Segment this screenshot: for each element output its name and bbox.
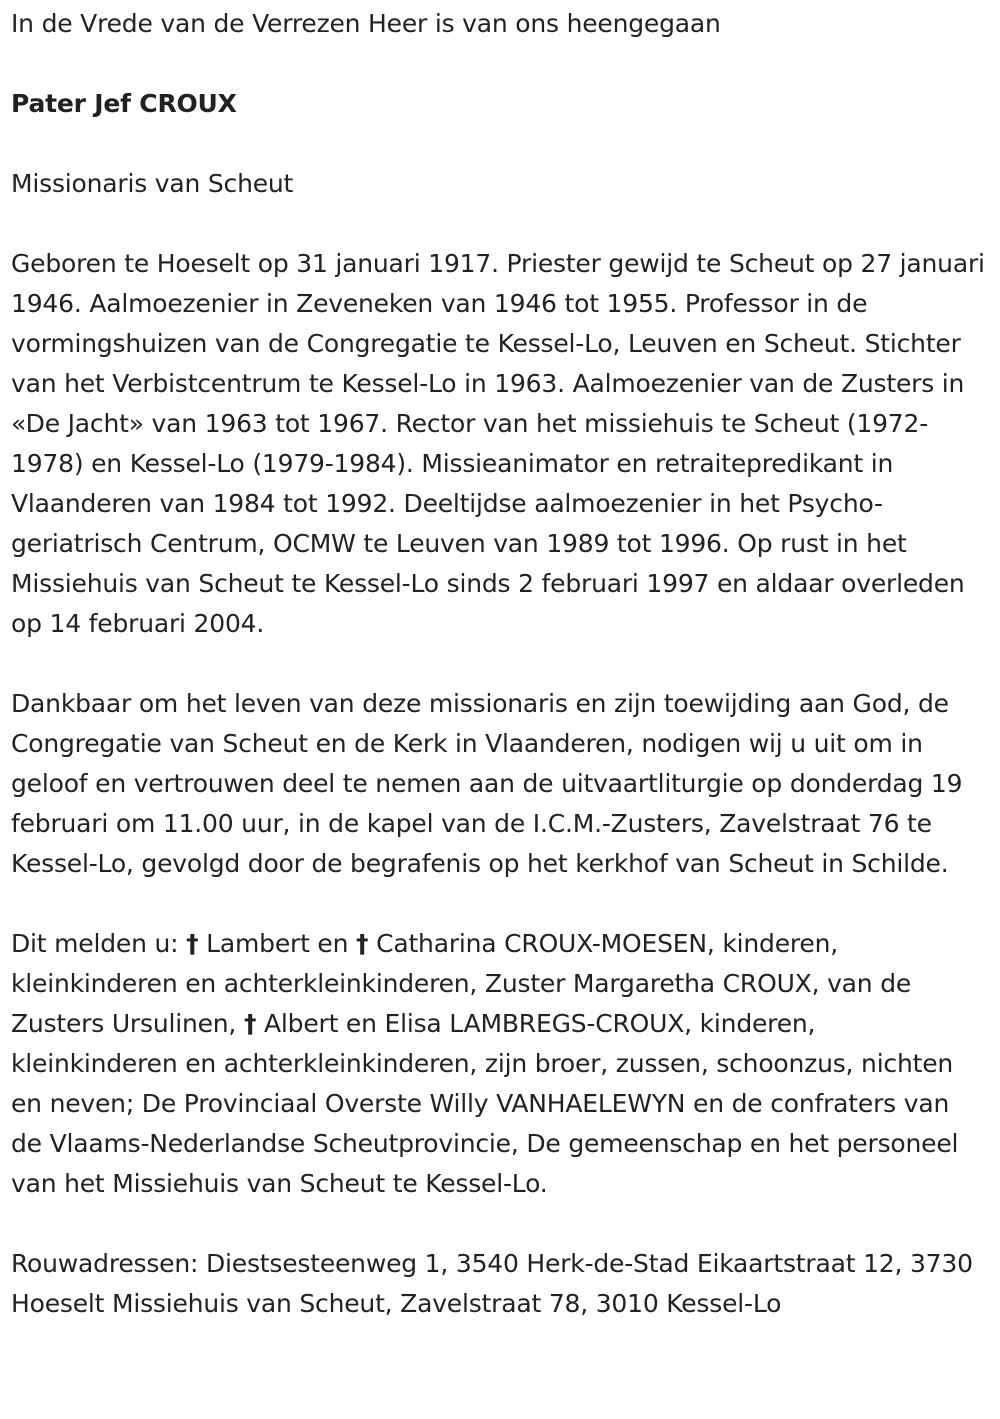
cross-icon: †	[186, 929, 199, 958]
invitation-paragraph: Dankbaar om het leven van deze missionaris en zijn toewijding aan God, de Congregatie van Scheut en de Kerk in Vlaanderen, nodigen wij u uit om in geloof en vertrouwen deel te nemen aan de uitvaartliturgie op donderdag 19 februari om 11.00 uur, in de kapel van de I.C.M.-Zusters, Zavelstraat 76 te Kessel-Lo, gevolgd door de begrafenis op het kerkhof van Scheut in Schilde.	[11, 689, 963, 878]
announcement-part-1: Lambert en	[206, 929, 349, 958]
biography-paragraph: Geboren te Hoeselt op 31 januari 1917. Priester gewijd te Scheut op 27 januari 1946. Aalmoezenier in Zeveneken van 1946 tot 1955. Professor in de vormingshuizen van de Congregatie te Kessel-Lo, Leuven en Scheut. Stichter van het Verbistcentrum te Kessel-Lo in 1963. Aalmoezenier van de Zusters in «De Jacht» van 1963 tot 1967. Rector van het missiehuis te Scheut (1972-1978) en Kessel-Lo (1979-1984). Missieanimator en retraitepredikant in Vlaanderen van 1984 tot 1992. Deeltijdse aalmoezenier in het Psycho-geriatrisch Centrum, OCMW te Leuven van 1989 tot 1996. Op rust in het Missiehuis van Scheut te Kessel-Lo sinds 2 februari 1997 en aldaar overleden op 14 februari 2004.	[11, 249, 985, 638]
announcement-part-2: Catharina CROUX-MOESEN, kinderen, kleinkinderen en achterkleinkinderen, Zuster Margaretha CROUX, van de Zusters Ursulinen,	[11, 929, 912, 1038]
deceased-name: Pater Jef CROUX	[11, 89, 237, 118]
cross-icon: †	[243, 1009, 257, 1038]
cross-icon: †	[356, 929, 369, 958]
obituary-document	[11, 4, 986, 1324]
deceased-role: Missionaris van Scheut	[11, 169, 294, 198]
announcement-part-3: Albert en Elisa LAMBREGS-CROUX, kinderen, kleinkinderen en achterkleinkinderen, zijn broer, zussen, schoonzus, nichten en neven; De Provinciaal Overste Willy VANHAELEWYN en de confraters van de Vlaams-Nederlandse Scheutprovincie, De gemeenschap en het personeel van het Missiehuis van Scheut te Kessel-Lo.	[11, 1009, 959, 1198]
intro-text: In de Vrede van de Verrezen Heer is van ons heengegaan	[11, 9, 721, 38]
announcement-lead: Dit melden u:	[11, 929, 179, 958]
announcement-paragraph	[11, 924, 986, 1204]
addresses-paragraph: Rouwadressen: Diestsesteenweg 1, 3540 Herk-de-Stad Eikaartstraat 12, 3730 Hoeselt Missiehuis van Scheut, Zavelstraat 78, 3010 Kessel-Lo	[11, 1249, 973, 1318]
